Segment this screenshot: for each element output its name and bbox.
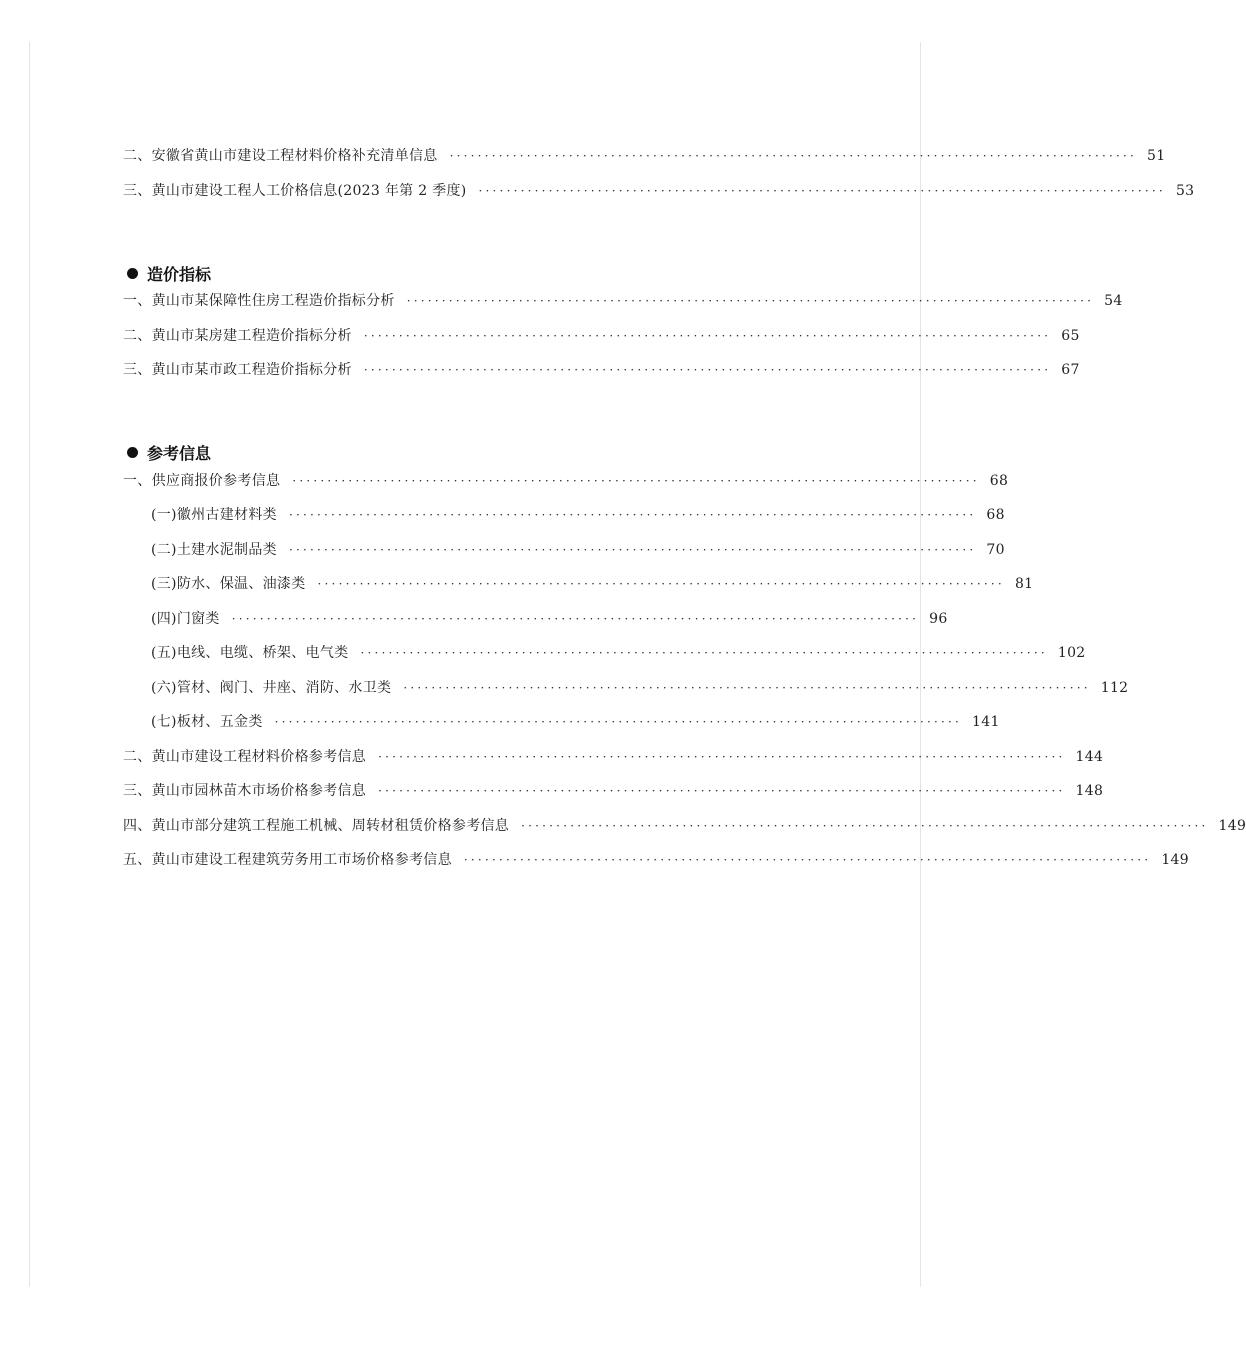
dot-leader: ·································································································· — [378, 784, 1066, 798]
toc-entry-label: 五、黄山市建设工程建筑劳务用工市场价格参考信息 — [123, 852, 452, 868]
toc-subentry[interactable] — [123, 711, 1000, 746]
toc-subentry[interactable] — [123, 539, 1005, 574]
toc-entry-label: 三、黄山市园林苗木市场价格参考信息 — [123, 783, 367, 799]
dot-leader: ·································································································· — [288, 542, 977, 557]
toc-entry-page: 68 — [986, 507, 1005, 523]
toc-entry[interactable] — [123, 359, 1080, 394]
toc-entry-page: 51 — [1147, 148, 1166, 164]
dot-leader: ·································································································· — [378, 749, 1066, 764]
dot-leader: ·································································································· — [292, 473, 980, 488]
toc-entry-page: 96 — [929, 610, 948, 627]
toc-subentry[interactable] — [123, 573, 1034, 608]
toc-entry-page: 144 — [1075, 748, 1104, 765]
toc-entry-label: 四、黄山市部分建筑工程施工机械、周转材租赁价格参考信息 — [123, 817, 510, 834]
toc-entry-label: (二)土建水泥制品类 — [151, 541, 277, 558]
section-heading-cost-index — [123, 256, 775, 290]
dot-leader: ·································································································· — [521, 818, 1209, 833]
toc-entry-page: 81 — [1014, 576, 1034, 592]
toc-entry-page: 54 — [1104, 293, 1123, 309]
toc-entry[interactable] — [123, 145, 1166, 180]
toc-entry-label: (一)徽州古建材料类 — [151, 507, 277, 523]
dot-leader: ·································································································· — [288, 508, 977, 522]
toc-entry-page: 70 — [986, 541, 1005, 558]
dot-leader: ·································································································· — [360, 646, 1048, 660]
table-of-contents — [123, 145, 1246, 884]
toc-entry-page: 67 — [1061, 362, 1080, 378]
toc-subentry[interactable] — [123, 677, 1129, 712]
toc-entry[interactable] — [123, 746, 1104, 781]
toc-entry-page: 141 — [972, 714, 1000, 730]
toc-entry-page: 112 — [1100, 679, 1129, 696]
toc-entry-page: 53 — [1175, 182, 1195, 199]
toc-entry[interactable] — [123, 470, 1009, 505]
toc-entry[interactable] — [123, 849, 1189, 884]
toc-entry-label: 二、安徽省黄山市建设工程材料价格补充清单信息 — [123, 148, 438, 164]
toc-entry-label: (五)电线、电缆、桥架、电气类 — [151, 645, 349, 661]
dot-leader: ·································································································· — [403, 680, 1091, 695]
toc-entry-label: (七)板材、五金类 — [151, 714, 263, 730]
section-title: 参考信息 — [147, 444, 212, 463]
toc-entry-label: (四)门窗类 — [151, 610, 220, 627]
toc-entry-page: 102 — [1057, 645, 1086, 661]
section-title: 造价指标 — [147, 264, 212, 284]
toc-entry-page: 68 — [989, 472, 1009, 489]
toc-entry[interactable] — [123, 780, 1104, 815]
toc-entry-label: 一、黄山市某保障性住房工程造价指标分析 — [123, 293, 395, 309]
toc-entry-label: 三、黄山市某市政工程造价指标分析 — [123, 362, 352, 378]
toc-subentry[interactable] — [123, 504, 1005, 539]
toc-entry[interactable] — [123, 325, 1080, 360]
dot-leader: ·································································································· — [363, 363, 1052, 377]
bullet-icon — [127, 447, 138, 458]
toc-entry-label: 二、黄山市建设工程材料价格参考信息 — [123, 748, 367, 765]
section-heading-reference-info — [123, 436, 775, 470]
dot-leader: ·································································································· — [449, 149, 1138, 163]
toc-entry-page: 149 — [1218, 817, 1246, 834]
page-edge-left — [29, 42, 30, 1287]
toc-entry-page: 65 — [1061, 327, 1080, 344]
toc-entry-label: (六)管材、阀门、井座、消防、水卫类 — [151, 679, 392, 696]
toc-entry-label: 一、供应商报价参考信息 — [123, 472, 281, 489]
dot-leader: ·································································································· — [463, 853, 1152, 867]
dot-leader: ·································································································· — [317, 577, 1005, 591]
toc-entry[interactable] — [123, 290, 1123, 325]
toc-entry-page: 148 — [1075, 783, 1104, 799]
toc-entry[interactable] — [123, 180, 1195, 215]
toc-subentry[interactable] — [123, 642, 1086, 677]
dot-leader: ·································································································· — [406, 294, 1095, 308]
bullet-icon — [127, 268, 138, 279]
toc-entry-label: 三、黄山市建设工程人工价格信息(2023 年第 2 季度) — [123, 182, 467, 199]
dot-leader: ·································································································· — [363, 328, 1052, 343]
toc-entry-label: (三)防水、保温、油漆类 — [151, 576, 306, 592]
toc-entry[interactable] — [123, 815, 1246, 850]
toc-subentry[interactable] — [123, 608, 948, 643]
dot-leader: ·································································································· — [231, 611, 920, 626]
toc-entry-label: 二、黄山市某房建工程造价指标分析 — [123, 327, 352, 344]
toc-entry-page: 149 — [1161, 852, 1189, 868]
dot-leader: ·································································································· — [274, 715, 963, 729]
dot-leader: ·································································································· — [478, 183, 1166, 198]
page-edge-right — [920, 42, 921, 1287]
